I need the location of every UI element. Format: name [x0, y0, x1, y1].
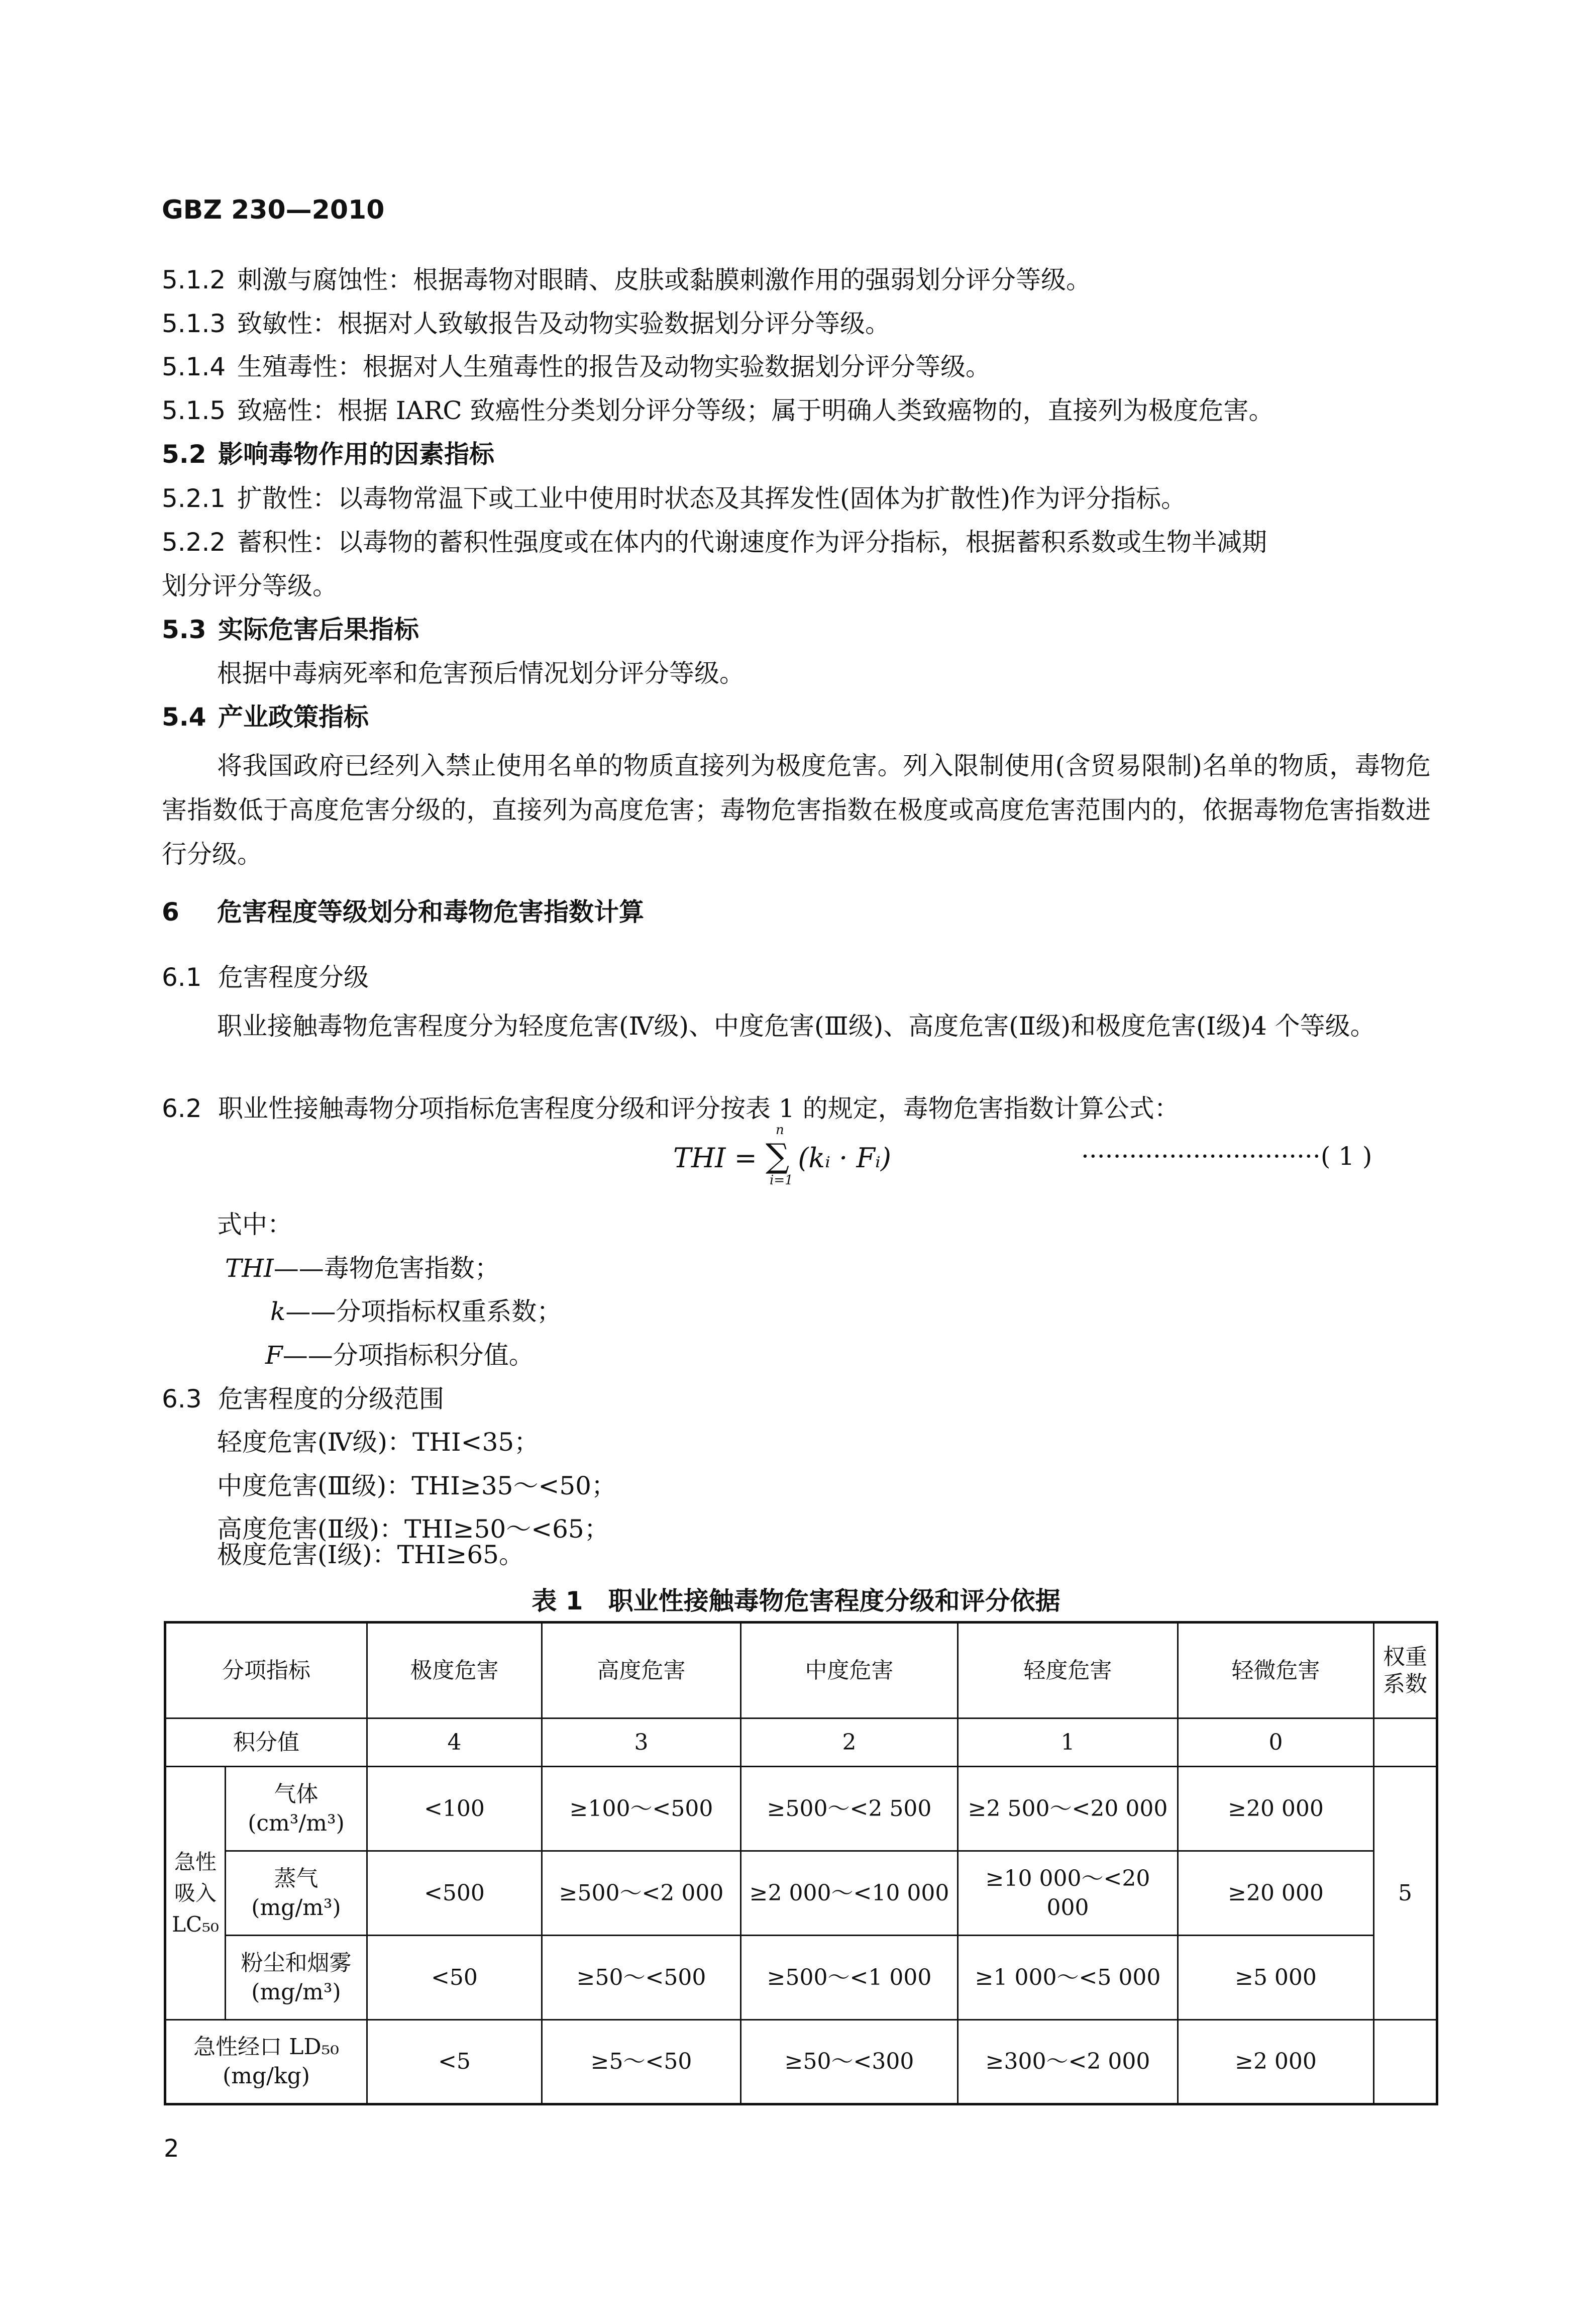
- table-caption: 表 1 职业性接触毒物危害程度分级和评分依据: [532, 1586, 1060, 1615]
- clause-text: 实际危害后果指标: [218, 615, 419, 644]
- where-symbol: F: [265, 1341, 283, 1370]
- clause-5-4-body: 将我国政府已经列入禁止使用名单的物质直接列为极度危害。列入限制使用(含贸易限制)名单的物质，毒物危害指数低于高度危害分级的，直接列为高度危害；毒物危害指数在极度或高度危害范围内的，依据毒物危害指数进行分级。: [162, 751, 1431, 869]
- clause-number: 5.1.5: [162, 396, 226, 425]
- clause-5-1-2: [162, 264, 1091, 296]
- formula-number: [1081, 1142, 1372, 1171]
- table-cell: ≥2 000: [1178, 2020, 1374, 2104]
- oral-name: 急性经口 LD₅₀: [193, 2034, 339, 2060]
- header-slight: 轻微危害: [1178, 1623, 1374, 1719]
- header-mild: 轻度危害: [958, 1623, 1178, 1719]
- table-cell: ≥500～<2 500: [741, 1767, 958, 1851]
- sigma-glyph: ∑: [766, 1137, 790, 1175]
- substance-gas: [226, 1767, 367, 1851]
- table-cell: ≥2 000～<10 000: [741, 1851, 958, 1936]
- score-cell: 0: [1178, 1719, 1374, 1767]
- table-row-vapor: [165, 1851, 1437, 1936]
- header-extreme: 极度危害: [367, 1623, 542, 1719]
- table-row-oral: [165, 2020, 1437, 2104]
- clause-6-2: [162, 1092, 1180, 1125]
- table-cell: <50: [367, 1936, 542, 2020]
- table-cell: <500: [367, 1851, 542, 1936]
- substance-name: 蒸气: [274, 1865, 319, 1891]
- clause-6-1-heading: [162, 961, 369, 993]
- where-description: ——毒物危害指数；: [273, 1254, 500, 1283]
- clause-number: 6: [162, 897, 179, 927]
- clause-number: 5.2.1: [162, 484, 226, 513]
- where-item-f: [265, 1339, 534, 1371]
- range-grade-2: 高度危害(Ⅱ级)：THI≥50～<65；: [217, 1514, 609, 1544]
- table-cell: ≥2 500～<20 000: [958, 1767, 1178, 1851]
- substance-unit: (mg/m³): [251, 1979, 341, 2005]
- clause-5-1-4: [162, 351, 991, 383]
- table-cell: ≥20 000: [1178, 1851, 1374, 1936]
- clause-number: 6.2: [162, 1094, 202, 1123]
- thi-formula: [673, 1123, 891, 1188]
- formula-equals: =: [734, 1142, 757, 1174]
- score-weight-empty: [1374, 1719, 1437, 1767]
- clause-5-3-body: 根据中毒病死率和危害预后情况划分评分等级。: [217, 659, 745, 688]
- formula-body: (kᵢ · Fᵢ): [798, 1142, 891, 1174]
- equation-tag: ( 1 ): [1320, 1142, 1372, 1171]
- substance-name: 粉尘和烟雾: [241, 1950, 352, 1976]
- clause-number: 5.1.2: [162, 265, 226, 294]
- table-cell: ≥50～<300: [741, 2020, 958, 2104]
- header-high: 高度危害: [542, 1623, 741, 1719]
- hazard-grading-table: [164, 1621, 1438, 2105]
- clause-5-3-heading: [162, 614, 419, 646]
- clause-text: 危害程度等级划分和毒物危害指数计算: [217, 897, 644, 927]
- weight-oral: [1374, 2020, 1437, 2104]
- clause-text: 危害程度的分级范围: [218, 1384, 444, 1413]
- table-header-row: [165, 1623, 1437, 1719]
- clause-text: 扩散性：以毒物常温下或工业中使用时状态及其挥发性(固体为扩散性)作为评分指标。: [237, 484, 1187, 513]
- clause-text: 生殖毒性：根据对人生殖毒性的报告及动物实验数据划分评分等级。: [237, 352, 991, 381]
- table-cell: <100: [367, 1767, 542, 1851]
- table-cell: ≥20 000: [1178, 1767, 1374, 1851]
- clause-5-1-5: [162, 394, 1274, 427]
- leader-dots: ······························: [1081, 1142, 1321, 1171]
- clause-number: 5.1.4: [162, 352, 226, 381]
- substance-unit: (mg/m³): [251, 1894, 341, 1921]
- table-cell: ≥50～<500: [542, 1936, 741, 2020]
- header-weight: 权重系数: [1374, 1623, 1437, 1719]
- substance-name: 气体: [274, 1781, 319, 1807]
- table-cell: ≥500～<1 000: [741, 1936, 958, 2020]
- header-moderate: 中度危害: [741, 1623, 958, 1719]
- weight-inhalation: 5: [1374, 1767, 1437, 2020]
- table-cell: ≥5～<50: [542, 2020, 741, 2104]
- clause-number: 5.4: [162, 702, 206, 732]
- table-cell: ≥1 000～<5 000: [958, 1936, 1178, 2020]
- where-description: ——分项指标积分值。: [282, 1341, 534, 1370]
- range-grade-3: 中度危害(Ⅲ级)：THI≥35～<50；: [217, 1471, 616, 1500]
- where-intro: 式中：: [217, 1210, 292, 1239]
- table-cell: <5: [367, 2020, 542, 2104]
- clause-text: 刺激与腐蚀性：根据毒物对眼睛、皮肤或黏膜刺激作用的强弱划分评分等级。: [237, 265, 1091, 294]
- page-number: 2: [164, 2135, 179, 2163]
- sum-lower-limit: i=1: [770, 1173, 793, 1188]
- acute-inhalation-label: 急性吸入LC₅₀: [165, 1767, 226, 2020]
- clause-number: 5.3: [162, 615, 206, 644]
- where-item-thi: [225, 1252, 500, 1284]
- where-item-k: [270, 1295, 562, 1328]
- chapter-6-heading: [162, 896, 644, 928]
- clause-text: 危害程度分级: [218, 963, 369, 992]
- substance-vapor: [226, 1851, 367, 1936]
- clause-5-2-2: [162, 526, 1267, 558]
- clause-6-3-heading: [162, 1383, 444, 1415]
- score-row: [165, 1719, 1437, 1767]
- range-grade-1: 极度危害(Ⅰ级)：THI≥65。: [217, 1540, 524, 1569]
- table-cell: ≥100～<500: [542, 1767, 741, 1851]
- substance-dust-fume: [226, 1936, 367, 2020]
- clause-6-1-body: 职业接触毒物危害程度分为轻度危害(Ⅳ级)、中度危害(Ⅲ级)、高度危害(Ⅱ级)和极度危害(Ⅰ级)4 个等级。: [217, 1012, 1375, 1041]
- clause-text: 影响毒物作用的因素指标: [218, 439, 494, 469]
- table-cell: ≥10 000～<20 000: [958, 1851, 1178, 1936]
- clause-text: 致癌性：根据 IARC 致癌性分类划分评分等级；属于明确人类致癌物的，直接列为极度危害。: [237, 396, 1274, 425]
- standard-code: GBZ 230—2010: [162, 195, 385, 225]
- clause-5-2-heading: [162, 438, 494, 470]
- clause-5-1-3: [162, 308, 890, 340]
- clause-5-2-1: [162, 482, 1186, 515]
- clause-text: 产业政策指标: [218, 702, 369, 732]
- score-cell: 4: [367, 1719, 542, 1767]
- table-row-dust: [165, 1936, 1437, 2020]
- clause-number: 6.1: [162, 963, 202, 992]
- where-symbol: k: [270, 1297, 286, 1326]
- range-grade-4: 轻度危害(Ⅳ级)：THI<35；: [217, 1428, 540, 1457]
- clause-number: 5.1.3: [162, 309, 226, 338]
- oral-ld50-label: [165, 2020, 367, 2104]
- table-cell: ≥300～<2 000: [958, 2020, 1178, 2104]
- oral-unit: (mg/kg): [223, 2063, 310, 2089]
- header-indicator: 分项指标: [165, 1623, 367, 1719]
- clause-text: 蓄积性：以毒物的蓄积性强度或在体内的代谢速度作为评分指标，根据蓄积系数或生物半减期: [237, 528, 1267, 557]
- where-description: ——分项指标权重系数；: [285, 1297, 562, 1326]
- where-symbol: THI: [225, 1254, 274, 1283]
- formula-lhs: THI: [673, 1142, 726, 1174]
- table-cell: ≥500～<2 000: [542, 1851, 741, 1936]
- sum-upper-limit: n: [776, 1123, 784, 1138]
- clause-text: 职业性接触毒物分项指标危害程度分级和评分按表 1 的规定，毒物危害指数计算公式：: [218, 1094, 1180, 1123]
- score-cell: 2: [741, 1719, 958, 1767]
- table-row-gas: [165, 1767, 1437, 1851]
- substance-unit: (cm³/m³): [248, 1810, 345, 1836]
- score-label: 积分值: [165, 1719, 367, 1767]
- summation-symbol: [766, 1123, 793, 1188]
- clause-5-2-2-continued: 划分评分等级。: [162, 571, 338, 600]
- clause-text: 致敏性：根据对人致敏报告及动物实验数据划分评分等级。: [237, 309, 890, 338]
- table-cell: ≥5 000: [1178, 1936, 1374, 2020]
- clause-number: 5.2.2: [162, 528, 226, 557]
- clause-5-4-heading: [162, 701, 369, 733]
- clause-number: 5.2: [162, 440, 206, 469]
- score-cell: 3: [542, 1719, 741, 1767]
- clause-number: 6.3: [162, 1384, 202, 1413]
- score-cell: 1: [958, 1719, 1178, 1767]
